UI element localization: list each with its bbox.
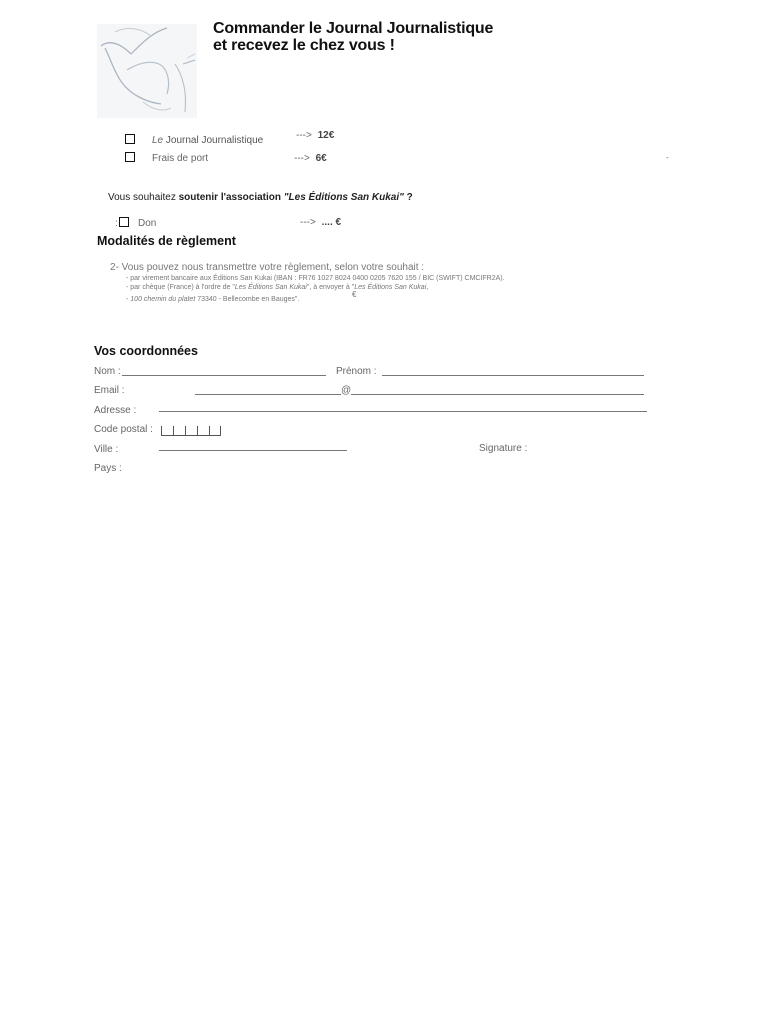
journal-checkbox[interactable] bbox=[125, 134, 135, 144]
address-text-a: - bbox=[126, 296, 131, 303]
shipping-label: Frais de port bbox=[152, 153, 209, 164]
ville-field[interactable] bbox=[159, 450, 347, 451]
address-text-c: 73340 - Bellecombe en Bauges". bbox=[195, 296, 300, 303]
don-checkbox[interactable] bbox=[119, 217, 129, 227]
address-text-b: 100 chemin du platet bbox=[130, 296, 196, 303]
email-user-field[interactable] bbox=[195, 394, 341, 395]
title-line-2: et recevez le chez vous ! bbox=[213, 37, 395, 54]
cheque-text-b: Les Éditions San Kukai bbox=[234, 284, 307, 291]
support-prefix: Vous souhaitez bbox=[108, 192, 176, 203]
bird-logo bbox=[97, 24, 197, 118]
page-title bbox=[213, 20, 493, 54]
support-question bbox=[108, 192, 413, 203]
don-label: Don bbox=[138, 218, 157, 229]
cheque-text-e: , bbox=[426, 284, 429, 291]
ville-label: Ville : bbox=[94, 444, 119, 455]
journal-price bbox=[296, 130, 334, 141]
title-line-1: Commander le Journal Journalistique bbox=[213, 20, 494, 37]
support-quote: "Les Éditions San Kukai" bbox=[283, 192, 404, 203]
nom-field[interactable] bbox=[122, 375, 326, 376]
code-postal-field[interactable] bbox=[161, 423, 221, 433]
prenom-field[interactable] bbox=[382, 375, 644, 376]
email-at: @ bbox=[341, 385, 352, 396]
don-amount bbox=[300, 217, 341, 228]
cheque-text-c: ", à envoyer à " bbox=[306, 284, 355, 291]
postal-digit-box[interactable] bbox=[197, 426, 209, 436]
don-amount-value: .... € bbox=[321, 217, 342, 228]
postal-digit-box[interactable] bbox=[185, 426, 197, 436]
pays-label: Pays : bbox=[94, 463, 122, 474]
support-suffix: ? bbox=[406, 192, 413, 203]
shipping-price bbox=[294, 153, 327, 164]
journal-price-value: 12€ bbox=[317, 130, 335, 141]
adresse-label: Adresse : bbox=[94, 405, 137, 416]
journal-label-italic: Le bbox=[152, 135, 164, 146]
shipping-arrow: ---> bbox=[294, 153, 310, 164]
postal-digit-box[interactable] bbox=[173, 426, 185, 436]
shipping-price-value: 6€ bbox=[315, 153, 327, 164]
payment-address-line bbox=[126, 295, 299, 304]
cheque-text-a: - par chèque (France) à l'ordre de " bbox=[126, 284, 235, 291]
email-label: Email : bbox=[94, 385, 125, 396]
payment-intro: 2- Vous pouvez nous transmettre votre règlement, selon votre souhait : bbox=[110, 262, 425, 273]
shipping-checkbox[interactable] bbox=[125, 152, 135, 162]
stray-euro: € bbox=[352, 290, 357, 299]
bird-sketch-icon bbox=[97, 24, 197, 118]
payment-heading: Modalités de règlement bbox=[97, 234, 236, 248]
email-domain-field[interactable] bbox=[351, 394, 644, 395]
don-arrow: ---> bbox=[300, 217, 316, 228]
payment-transfer-line: - par virement bancaire aux Éditions San Kukai (IBAN : FR76 1027 8024 0400 0205 7620 155 / BIC (SWIFT) CMCIFR2A). bbox=[126, 275, 505, 282]
journal-label bbox=[152, 135, 263, 146]
postal-digit-box[interactable] bbox=[161, 426, 173, 436]
nom-label: Nom : bbox=[94, 366, 121, 377]
don-prefix: : bbox=[115, 218, 118, 229]
signature-label: Signature : bbox=[479, 443, 528, 454]
coords-heading: Vos coordonnées bbox=[94, 344, 198, 358]
edge-mark: - bbox=[666, 153, 669, 162]
prenom-label: Prénom : bbox=[336, 366, 377, 377]
payment-cheque-line bbox=[126, 283, 428, 292]
support-bold: soutenir l'association bbox=[178, 192, 282, 203]
journal-label-rest: Journal Journalistique bbox=[165, 135, 264, 146]
code-postal-label: Code postal : bbox=[94, 424, 153, 435]
adresse-field[interactable] bbox=[159, 411, 647, 412]
postal-digit-box[interactable] bbox=[209, 426, 221, 436]
cheque-text-d: Les Éditions San Kukai bbox=[354, 284, 427, 291]
journal-arrow: ---> bbox=[296, 130, 312, 141]
